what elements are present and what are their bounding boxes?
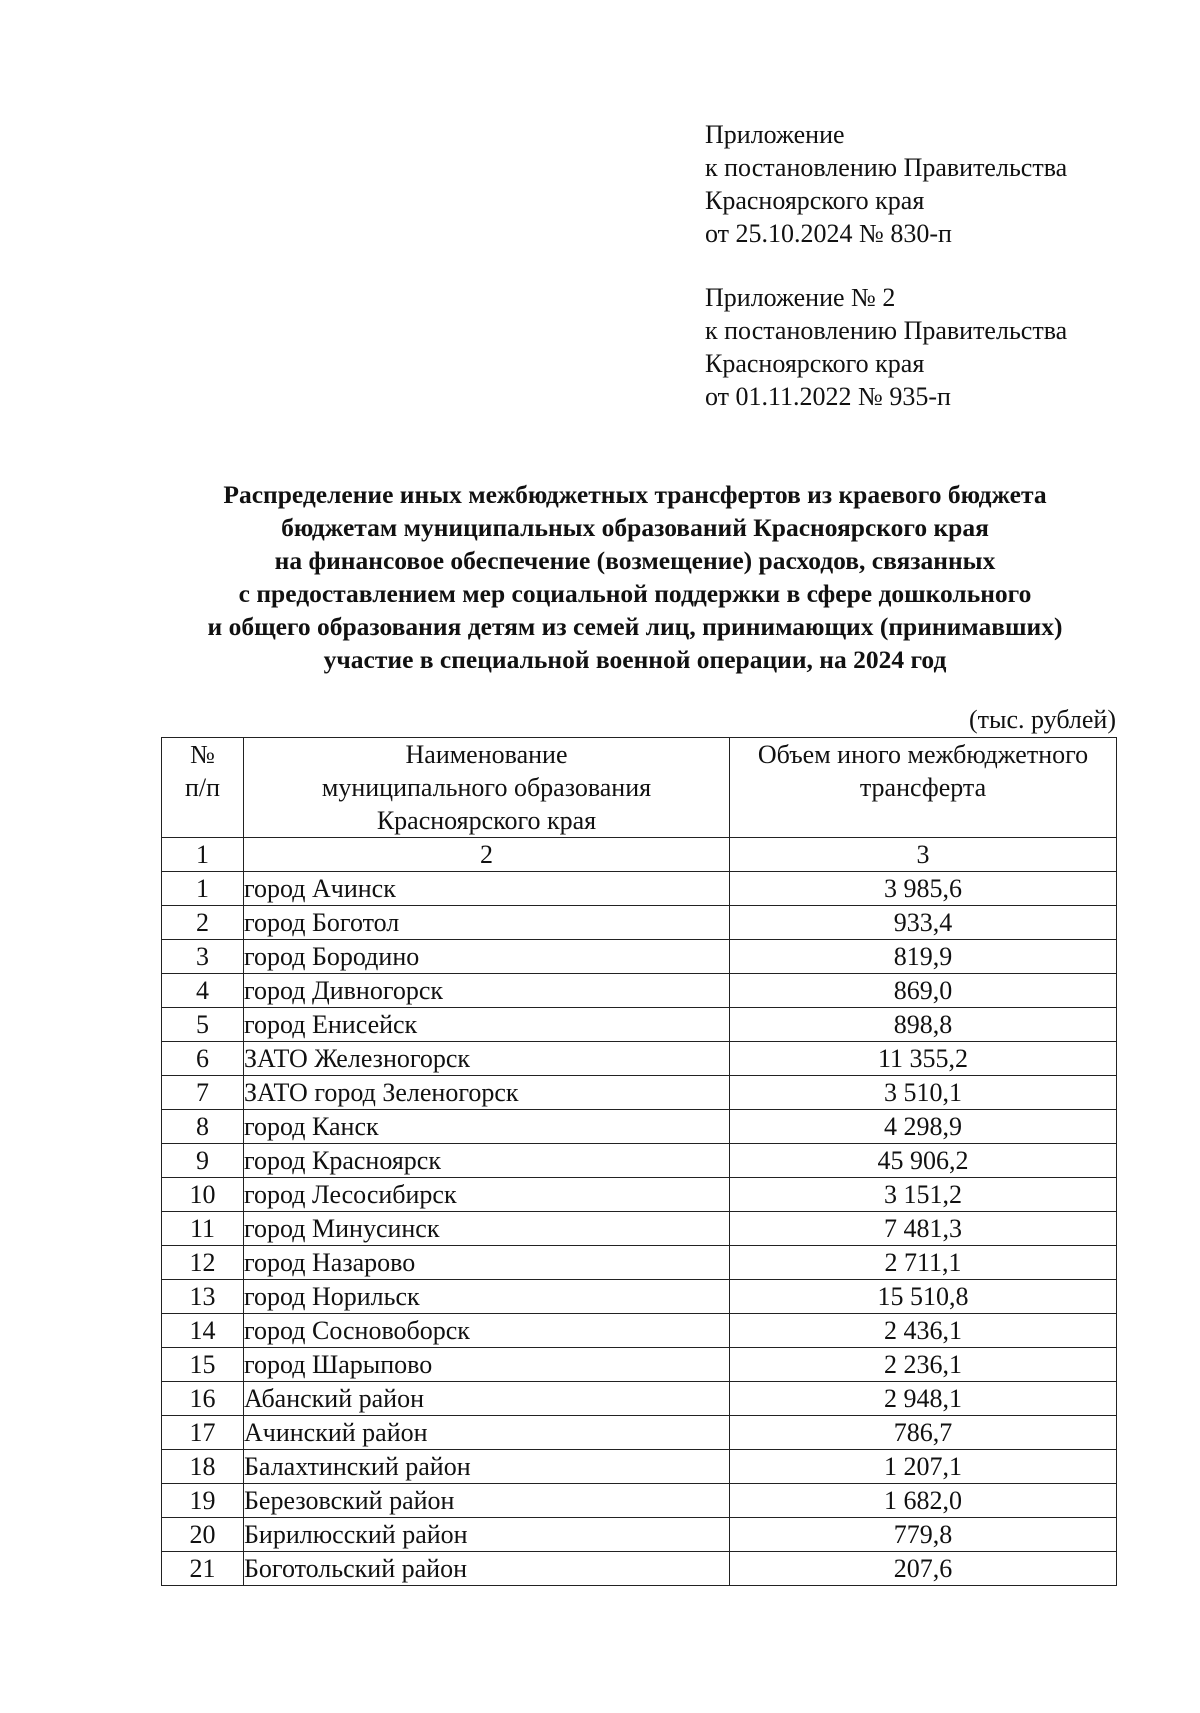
transfer-amount: 2 236,1 — [730, 1348, 1117, 1382]
header-number — [162, 738, 244, 838]
appendix-line: Приложение № 2 — [705, 283, 896, 312]
transfer-amount: 3 985,6 — [730, 872, 1117, 906]
table-row — [162, 1484, 1117, 1518]
transfer-amount: 3 510,1 — [730, 1076, 1117, 1110]
municipality-name: Бирилюсский район — [244, 1518, 730, 1552]
table-row — [162, 1076, 1117, 1110]
transfer-amount: 45 906,2 — [730, 1144, 1117, 1178]
municipality-name: город Канск — [244, 1110, 730, 1144]
municipality-name: Абанский район — [244, 1382, 730, 1416]
row-number: 8 — [162, 1110, 244, 1144]
document-title — [60, 478, 1200, 676]
row-number: 10 — [162, 1178, 244, 1212]
municipality-name: город Бородино — [244, 940, 730, 974]
row-number: 14 — [162, 1314, 244, 1348]
title-line: участие в специальной военной операции, на 2024 год — [323, 645, 947, 674]
municipality-name: город Шарыпово — [244, 1348, 730, 1382]
transfer-amount: 786,7 — [730, 1416, 1117, 1450]
municipality-name: ЗАТО город Зеленогорск — [244, 1076, 730, 1110]
table-row — [162, 1008, 1117, 1042]
header-text: Красноярского края — [376, 806, 597, 835]
row-number: 17 — [162, 1416, 244, 1450]
table-row — [162, 1144, 1117, 1178]
row-number: 12 — [162, 1246, 244, 1280]
transfer-amount: 3 151,2 — [730, 1178, 1117, 1212]
column-number: 3 — [730, 838, 1117, 872]
row-number: 5 — [162, 1008, 244, 1042]
header-text: Объем иного межбюджетного — [757, 740, 1089, 769]
transfer-amount: 819,9 — [730, 940, 1117, 974]
transfer-amount: 2 711,1 — [730, 1246, 1117, 1280]
municipality-name: город Красноярск — [244, 1144, 730, 1178]
header-text: трансферта — [859, 773, 987, 802]
title-line: Распределение иных межбюджетных трансфертов из краевого бюджета — [223, 480, 1047, 509]
appendix-header-original — [705, 281, 1175, 413]
header-text: № — [190, 740, 215, 769]
table-row — [162, 1110, 1117, 1144]
appendix-line: Красноярского края — [705, 186, 925, 215]
transfer-amount: 933,4 — [730, 906, 1117, 940]
row-number: 20 — [162, 1518, 244, 1552]
appendix-line: Приложение — [705, 120, 845, 149]
municipality-name: Балахтинский район — [244, 1450, 730, 1484]
table-row — [162, 974, 1117, 1008]
row-number: 1 — [162, 872, 244, 906]
municipality-name: город Норильск — [244, 1280, 730, 1314]
table-row — [162, 1280, 1117, 1314]
appendix-line: к постановлению Правительства — [705, 153, 1068, 182]
municipality-name: город Боготол — [244, 906, 730, 940]
table-row — [162, 1314, 1117, 1348]
header-text: муниципального образования — [321, 773, 652, 802]
column-number: 2 — [244, 838, 730, 872]
municipality-name: Березовский район — [244, 1484, 730, 1518]
row-number: 3 — [162, 940, 244, 974]
table-row — [162, 1416, 1117, 1450]
transfer-amount: 1 207,1 — [730, 1450, 1117, 1484]
row-number: 16 — [162, 1382, 244, 1416]
row-number: 21 — [162, 1552, 244, 1586]
appendix-line: Красноярского края — [705, 349, 925, 378]
table-row — [162, 1450, 1117, 1484]
transfer-amount: 15 510,8 — [730, 1280, 1117, 1314]
municipality-name: город Назарово — [244, 1246, 730, 1280]
transfer-amount: 1 682,0 — [730, 1484, 1117, 1518]
row-number: 19 — [162, 1484, 244, 1518]
appendix-line: к постановлению Правительства — [705, 316, 1068, 345]
transfer-amount: 11 355,2 — [730, 1042, 1117, 1076]
row-number: 11 — [162, 1212, 244, 1246]
municipality-name: город Дивногорск — [244, 974, 730, 1008]
transfer-amount: 7 481,3 — [730, 1212, 1117, 1246]
header-text: п/п — [184, 773, 221, 802]
transfer-amount: 779,8 — [730, 1518, 1117, 1552]
row-number: 6 — [162, 1042, 244, 1076]
transfer-amount: 2 948,1 — [730, 1382, 1117, 1416]
table-row — [162, 940, 1117, 974]
table-row — [162, 906, 1117, 940]
title-line: бюджетам муниципальных образований Красноярского края — [281, 513, 989, 542]
title-line: и общего образования детям из семей лиц, принимающих (принимавших) — [207, 612, 1063, 641]
row-number: 13 — [162, 1280, 244, 1314]
transfer-amount: 4 298,9 — [730, 1110, 1117, 1144]
transfer-amount: 898,8 — [730, 1008, 1117, 1042]
municipality-name: Боготольский район — [244, 1552, 730, 1586]
table-row — [162, 1042, 1117, 1076]
row-number: 18 — [162, 1450, 244, 1484]
municipality-name: город Минусинск — [244, 1212, 730, 1246]
table-row — [162, 1246, 1117, 1280]
municipality-name: город Енисейск — [244, 1008, 730, 1042]
table-row — [162, 1552, 1117, 1586]
unit-label: (тыс. рублей) — [968, 705, 1116, 734]
header-volume — [730, 738, 1117, 838]
row-number: 2 — [162, 906, 244, 940]
table-row — [162, 1348, 1117, 1382]
appendix-line: от 25.10.2024 № 830-п — [705, 219, 952, 248]
municipality-name: город Лесосибирск — [244, 1178, 730, 1212]
row-number: 15 — [162, 1348, 244, 1382]
row-number: 9 — [162, 1144, 244, 1178]
transfer-amount: 207,6 — [730, 1552, 1117, 1586]
column-number: 1 — [162, 838, 244, 872]
appendix-line: от 01.11.2022 № 935-п — [705, 382, 951, 411]
title-line: на финансовое обеспечение (возмещение) расходов, связанных — [274, 546, 996, 575]
table-row — [162, 1178, 1117, 1212]
appendix-header-current — [705, 118, 1175, 250]
row-number: 4 — [162, 974, 244, 1008]
table-row — [162, 1212, 1117, 1246]
table-row — [162, 1382, 1117, 1416]
transfer-amount: 2 436,1 — [730, 1314, 1117, 1348]
distribution-table — [161, 737, 1117, 1586]
municipality-name: Ачинский район — [244, 1416, 730, 1450]
table-row — [162, 1518, 1117, 1552]
header-text: Наименование — [405, 740, 568, 769]
header-name — [244, 738, 730, 838]
municipality-name: город Ачинск — [244, 872, 730, 906]
title-line: с предоставлением мер социальной поддержки в сфере дошкольного — [238, 579, 1032, 608]
table-row — [162, 872, 1117, 906]
column-number-row — [162, 838, 1117, 872]
municipality-name: город Сосновоборск — [244, 1314, 730, 1348]
table-header-row — [162, 738, 1117, 838]
municipality-name: ЗАТО Железногорск — [244, 1042, 730, 1076]
transfer-amount: 869,0 — [730, 974, 1117, 1008]
row-number: 7 — [162, 1076, 244, 1110]
table-body — [162, 872, 1117, 1586]
